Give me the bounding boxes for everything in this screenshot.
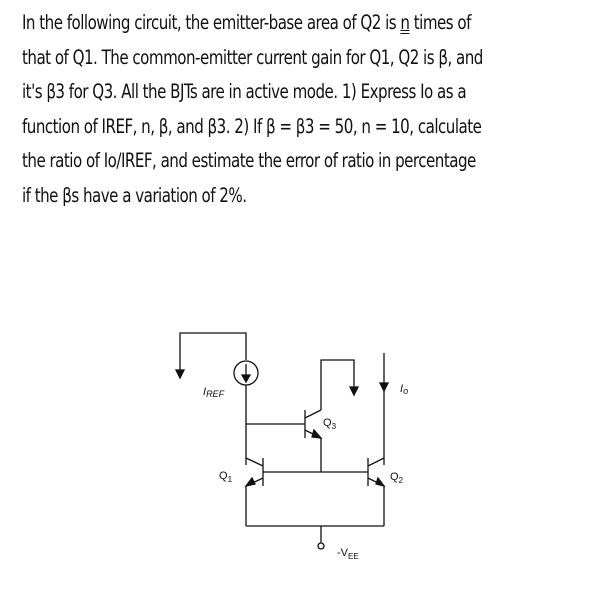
q3-label: $Q_3$ (323, 417, 337, 431)
problem-line-2: that of Q1. The common-emitter current gain for Q1, Q2 is β, and (22, 45, 483, 69)
q2-label: $Q_2$ (390, 471, 404, 485)
problem-line-1: In the following circuit, the emitter-base area of Q2 is n times of (22, 11, 471, 34)
q1-transistor (246, 458, 263, 526)
problem-line-6: if the βs have a variation of 2%. (22, 183, 247, 207)
problem-line-3: it's β3 for Q3. All the BJTs are in active mode. 1) Express Io as a (22, 80, 467, 104)
q1-label: $Q_1$ (219, 470, 233, 484)
variable-n: n (400, 11, 410, 34)
problem-line-4: function of IREF, n, β, and β3. 2) If β = β3 = 50, n = 10, calculate (22, 114, 482, 138)
vee-label: $-V_{EE}$ (337, 547, 359, 561)
problem-line-5: the ratio of Io/IREF, and estimate the error of ratio in percentage (22, 149, 476, 173)
q2-transistor (368, 458, 384, 526)
iref-current-source (234, 361, 258, 465)
io-label: Io (400, 383, 409, 396)
io-arrow (380, 353, 388, 465)
q3-collector-wiring (321, 360, 358, 410)
left-top-arrow (176, 333, 246, 378)
iref-label: IREF (203, 386, 225, 399)
vee-rail (246, 526, 384, 549)
